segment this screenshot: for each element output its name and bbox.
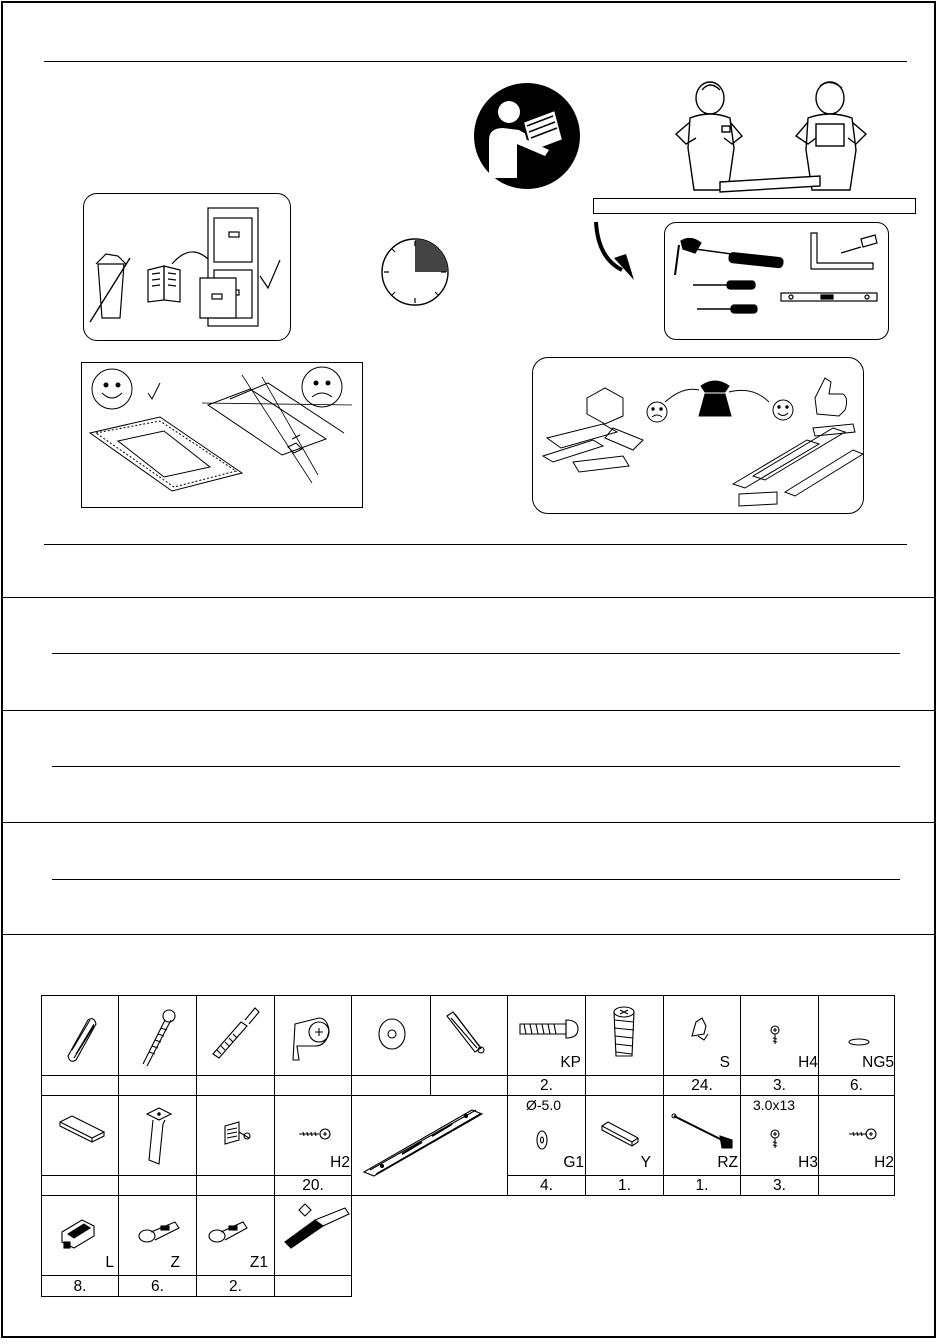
part-kp-screw bbox=[507, 995, 586, 1076]
qty-cell: 6. bbox=[818, 1075, 895, 1096]
qty-cell bbox=[41, 1075, 119, 1096]
qty-cell bbox=[196, 1075, 275, 1096]
qty-cell bbox=[430, 1075, 508, 1096]
qty-cell bbox=[118, 1075, 197, 1096]
part-spec: 3.0x13 bbox=[753, 1097, 796, 1113]
qty-cell: 2. bbox=[507, 1075, 586, 1096]
part-code: H3 bbox=[798, 1154, 818, 1171]
part-code: H2 bbox=[330, 1154, 350, 1171]
qty-cell: 2. bbox=[196, 1275, 275, 1297]
part-rz-connector bbox=[663, 1095, 741, 1176]
part-h4-screw bbox=[740, 995, 819, 1076]
qty-cell: 8. bbox=[41, 1275, 119, 1297]
qty-cell bbox=[196, 1175, 275, 1196]
part-code: Z bbox=[170, 1254, 180, 1271]
part-cam-lock bbox=[274, 995, 352, 1076]
divider-bottom bbox=[44, 544, 907, 545]
part-code: H2 bbox=[874, 1154, 894, 1171]
part-code: RZ bbox=[717, 1154, 738, 1171]
qty-cell bbox=[818, 1175, 895, 1196]
divider-3 bbox=[52, 879, 900, 880]
part-code: NG5 bbox=[862, 1054, 894, 1071]
qty-cell bbox=[118, 1175, 197, 1196]
part-code: G1 bbox=[563, 1154, 584, 1171]
part-ng5-washer bbox=[818, 995, 895, 1076]
qty-cell: 1. bbox=[585, 1175, 664, 1196]
board-bar bbox=[593, 198, 916, 214]
qty-cell: 3. bbox=[740, 1175, 819, 1196]
workers-carrying-board bbox=[670, 78, 880, 196]
part-code: L bbox=[105, 1254, 114, 1271]
qty-cell: 24. bbox=[663, 1075, 741, 1096]
part-code: H4 bbox=[798, 1054, 818, 1071]
qty-cell bbox=[41, 1175, 119, 1196]
section-border-1 bbox=[1, 597, 934, 598]
qty-cell bbox=[351, 1075, 431, 1096]
part-drawer-slide bbox=[351, 1095, 508, 1196]
part-h2-screw-b bbox=[818, 1095, 895, 1176]
part-code: Z1 bbox=[249, 1254, 268, 1271]
qty-cell: 3. bbox=[740, 1075, 819, 1096]
part-allen-key bbox=[274, 1195, 352, 1276]
part-leg bbox=[118, 1095, 197, 1176]
section-border-4 bbox=[1, 934, 934, 935]
part-shelf-pad bbox=[41, 1095, 119, 1176]
qty-cell: 4. bbox=[507, 1175, 586, 1196]
qty-cell: 6. bbox=[118, 1275, 197, 1297]
qty-cell bbox=[274, 1275, 352, 1297]
part-insert-nut bbox=[585, 995, 664, 1076]
qty-cell bbox=[585, 1075, 664, 1096]
curved-arrow-icon bbox=[590, 218, 642, 286]
part-h3-screw bbox=[740, 1095, 819, 1176]
part-cover-cap bbox=[351, 995, 431, 1076]
part-z1-hinge bbox=[196, 1195, 275, 1276]
part-code: Y bbox=[640, 1154, 651, 1171]
part-s-support bbox=[663, 995, 741, 1076]
section-border-2 bbox=[1, 710, 934, 711]
part-h2-screw bbox=[274, 1095, 352, 1176]
part-g1-washer bbox=[507, 1095, 586, 1176]
part-code: S bbox=[719, 1054, 730, 1071]
read-manual-icon bbox=[471, 82, 583, 190]
part-bracket bbox=[196, 1095, 275, 1176]
tools-box bbox=[664, 222, 889, 340]
part-dowel bbox=[41, 995, 119, 1076]
part-code: KP bbox=[560, 1054, 581, 1071]
part-anchor-bolt bbox=[196, 995, 275, 1076]
part-l-hinge-plate bbox=[41, 1195, 119, 1276]
part-wall-plug bbox=[430, 995, 508, 1076]
archive-manual-box bbox=[83, 193, 291, 341]
section-border-3 bbox=[1, 822, 934, 823]
divider-1 bbox=[52, 653, 900, 654]
part-y-handle bbox=[585, 1095, 664, 1176]
work-surface-box bbox=[81, 362, 363, 508]
qty-cell bbox=[274, 1075, 352, 1096]
divider-top bbox=[44, 61, 907, 62]
part-screw-long bbox=[118, 995, 197, 1076]
clock-icon bbox=[380, 237, 450, 307]
qty-cell: 1. bbox=[663, 1175, 741, 1196]
qty-cell: 20. bbox=[274, 1175, 352, 1196]
part-z-hinge bbox=[118, 1195, 197, 1276]
part-spec: Ø-5.0 bbox=[526, 1097, 562, 1113]
divider-2 bbox=[52, 766, 900, 767]
damaged-parts-box bbox=[532, 357, 864, 514]
